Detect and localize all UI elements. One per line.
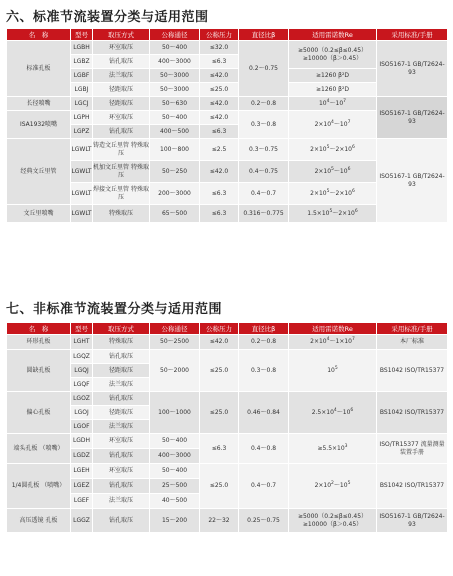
cell-beta: 0.25～0.75 <box>239 509 289 533</box>
cell-pn: 22～32 <box>200 509 239 533</box>
table-row <box>7 41 448 55</box>
cell-model: LGOF <box>71 420 93 434</box>
cell-model: LGWLT <box>71 139 93 161</box>
section7-title: 七、非标准节流装置分类与适用范围 <box>6 302 223 317</box>
cell-name: 偏心孔板 <box>7 392 71 434</box>
cell-re: $2\times 10^4\sim 10^7$ <box>289 111 377 139</box>
re-line: ≥10000（β＞0.45） <box>302 520 363 528</box>
cell-dn: 400～3000 <box>150 55 200 69</box>
table-header-row <box>7 29 448 41</box>
cell-beta: 0.2～0.8 <box>239 97 289 111</box>
cell-std: ISO5167-1 GB/T2624-93 <box>377 97 448 139</box>
cell-model: LGGZ <box>71 509 93 533</box>
cell-pn: ≤6.3 <box>200 434 239 464</box>
cell-beta: 0.46～0.84 <box>239 392 289 434</box>
table-row <box>7 97 448 111</box>
cell-dn: 100～800 <box>150 139 200 161</box>
cell-model: LGBJ <box>71 83 93 97</box>
cell-dn: 200～3000 <box>150 183 200 205</box>
cell-name: 环形孔板 <box>7 335 71 350</box>
cell-name: ISA1932喷嘴 <box>7 111 71 139</box>
cell-pn: ≤6.3 <box>200 205 239 223</box>
table-row <box>7 464 448 479</box>
cell-tap: 法兰取压 <box>93 420 150 434</box>
cell-dn: 50～400 <box>150 464 200 479</box>
col-beta: 直径比β <box>239 323 289 335</box>
col-model: 型号 <box>71 29 93 41</box>
cell-model: LGEH <box>71 464 93 479</box>
cell-dn: 50～400 <box>150 434 200 449</box>
col-pn: 公称压力 <box>200 323 239 335</box>
cell-std: ISO5167-1 GB/T2624-93 <box>377 139 448 223</box>
cell-beta: 0.4～0.8 <box>239 434 289 464</box>
cell-tap: 钻孔取压 <box>93 350 150 364</box>
cell-re: $10^5$ <box>289 350 377 392</box>
cell-tap: 钻孔取压 <box>93 449 150 464</box>
cell-tap: 径距取压 <box>93 97 150 111</box>
cell-tap: 钻孔取压 <box>93 392 150 406</box>
cell-re <box>289 41 377 69</box>
standard-throttle-table <box>6 28 448 223</box>
cell-dn: 50～400 <box>150 41 200 55</box>
cell-tap: 法兰取压 <box>93 494 150 509</box>
cell-re: $\ge 5.5\times 10^3$ <box>289 434 377 464</box>
cell-model: LGQF <box>71 378 93 392</box>
cell-beta: 0.316～0.775 <box>239 205 289 223</box>
re-line: ≥5000（0.2≤β≤0.45） <box>297 512 368 520</box>
cell-model: LGWLT <box>71 161 93 183</box>
cell-model: LGPH <box>71 111 93 125</box>
cell-model: LGBZ <box>71 55 93 69</box>
cell-tap: 焊接文丘里管 特殊取压 <box>93 183 150 205</box>
cell-tap: 径距取压 <box>93 406 150 420</box>
cell-beta: 0.2～0.8 <box>239 335 289 350</box>
cell-dn: 65～500 <box>150 205 200 223</box>
cell-beta: 0.3～0.8 <box>239 111 289 139</box>
cell-pn: ≤42.0 <box>200 111 239 125</box>
cell-dn: 40～500 <box>150 494 200 509</box>
table-header-row <box>7 323 448 335</box>
cell-pn: ≤6.3 <box>200 125 239 139</box>
cell-dn: 50～250 <box>150 161 200 183</box>
cell-re <box>289 509 377 533</box>
re-line: ≥10000（β＞0.45） <box>302 54 363 62</box>
cell-pn: ≤6.3 <box>200 55 239 69</box>
cell-std: ISO5167-1 GB/T2624-93 <box>377 41 448 97</box>
cell-re: $2.5\times 10^4\sim 10^6$ <box>289 392 377 434</box>
cell-model: LGEF <box>71 494 93 509</box>
cell-pn: ≤2.5 <box>200 139 239 161</box>
table-row <box>7 434 448 449</box>
cell-pn: ≤25.0 <box>200 464 239 509</box>
cell-model: LGBF <box>71 69 93 83</box>
cell-model: LGDH <box>71 434 93 449</box>
col-name: 名 称 <box>7 323 71 335</box>
cell-std: ISO/TR15377 流量测量装置手册 <box>377 434 448 464</box>
cell-tap: 铸造文丘里管 特殊取压 <box>93 139 150 161</box>
cell-std: 本厂标准 <box>377 335 448 350</box>
re-line: ≥5000（0.2≤β≤0.45） <box>297 46 368 54</box>
cell-name: 圆缺孔板 <box>7 350 71 392</box>
cell-dn: 50～2500 <box>150 335 200 350</box>
cell-re: $2\times 10^5\sim 10^6$ <box>289 161 377 183</box>
cell-model: LGQZ <box>71 350 93 364</box>
cell-model: LGQJ <box>71 364 93 378</box>
cell-dn: 25～500 <box>150 479 200 494</box>
cell-pn: ≤42.0 <box>200 97 239 111</box>
cell-model: LGOZ <box>71 392 93 406</box>
cell-tap: 法兰取压 <box>93 378 150 392</box>
cell-re: $2\times 10^5\sim 2\times 10^6$ <box>289 183 377 205</box>
cell-tap: 特殊取压 <box>93 205 150 223</box>
cell-dn: 50～3000 <box>150 69 200 83</box>
cell-model: LGBH <box>71 41 93 55</box>
cell-tap: 钻孔取压 <box>93 55 150 69</box>
cell-re: $2\times 10^4\sim 1\times 10^7$ <box>289 335 377 350</box>
cell-model: LGHT <box>71 335 93 350</box>
cell-beta: 0.4～0.7 <box>239 183 289 205</box>
cell-beta: 0.4～0.75 <box>239 161 289 183</box>
cell-std: BS1042 ISO/TR15377 <box>377 392 448 434</box>
cell-tap: 环室取压 <box>93 464 150 479</box>
cell-dn: 400～3000 <box>150 449 200 464</box>
col-re: 适用雷诺数Re <box>289 323 377 335</box>
cell-re: $2\times 10^5\sim 2\times 10^6$ <box>289 139 377 161</box>
cell-tap: 钻孔取压 <box>93 509 150 533</box>
cell-std: BS1042 ISO/TR15377 <box>377 464 448 509</box>
cell-model: LGOJ <box>71 406 93 420</box>
cell-model: LGDZ <box>71 449 93 464</box>
col-tap: 取压方式 <box>93 29 150 41</box>
col-pn: 公称压力 <box>200 29 239 41</box>
cell-model: LGEZ <box>71 479 93 494</box>
col-dn: 公称通径 <box>150 29 200 41</box>
table-row <box>7 139 448 161</box>
cell-pn: ≤6.3 <box>200 183 239 205</box>
cell-re: ≥1260 β²D <box>289 83 377 97</box>
cell-pn: ≤42.0 <box>200 69 239 83</box>
cell-pn: ≤42.0 <box>200 161 239 183</box>
cell-dn: 100～1000 <box>150 392 200 434</box>
cell-std: BS1042 ISO/TR15377 <box>377 350 448 392</box>
cell-dn: 50～630 <box>150 97 200 111</box>
table-row <box>7 509 448 533</box>
cell-std: ISO5167-1 GB/T2624-93 <box>377 509 448 533</box>
nonstandard-throttle-table <box>6 322 448 533</box>
cell-dn: 50～3000 <box>150 83 200 97</box>
cell-dn: 50～2000 <box>150 350 200 392</box>
table-row <box>7 392 448 406</box>
cell-tap: 特殊取压 <box>93 335 150 350</box>
cell-tap: 机加文丘里管 特殊取压 <box>93 161 150 183</box>
col-dn: 公称通径 <box>150 323 200 335</box>
cell-pn: ≤25.0 <box>200 392 239 434</box>
cell-tap: 径距取压 <box>93 83 150 97</box>
cell-name: 经典文丘里管 <box>7 139 71 205</box>
col-beta: 直径比β <box>239 29 289 41</box>
cell-re: ≥1260 β²D <box>289 69 377 83</box>
cell-name: 高压透镜 孔板 <box>7 509 71 533</box>
col-re: 适用雷诺数Re <box>289 29 377 41</box>
cell-tap: 环室取压 <box>93 434 150 449</box>
cell-dn: 15～200 <box>150 509 200 533</box>
cell-model: LGWLT <box>71 183 93 205</box>
cell-model: LGCJ <box>71 97 93 111</box>
cell-name: 标准孔板 <box>7 41 71 97</box>
cell-model: LGWLT <box>71 205 93 223</box>
cell-dn: 50～400 <box>150 111 200 125</box>
cell-tap: 法兰取压 <box>93 69 150 83</box>
cell-pn: ≤42.0 <box>200 335 239 350</box>
cell-name: 1/4圆孔板 （喷嘴） <box>7 464 71 509</box>
cell-re: $10^4\sim 10^7$ <box>289 97 377 111</box>
section6-title: 六、标准节流装置分类与适用范围 <box>6 10 209 25</box>
table-row <box>7 335 448 350</box>
table-row <box>7 350 448 364</box>
cell-model: LGPZ <box>71 125 93 139</box>
cell-beta: 0.4～0.7 <box>239 464 289 509</box>
cell-tap: 钻孔取压 <box>93 479 150 494</box>
cell-name: 文丘里喷嘴 <box>7 205 71 223</box>
cell-beta: 0.3～0.8 <box>239 350 289 392</box>
cell-tap: 环室取压 <box>93 111 150 125</box>
cell-pn: ≤25.0 <box>200 350 239 392</box>
cell-beta: 0.3～0.75 <box>239 139 289 161</box>
cell-tap: 环室取压 <box>93 41 150 55</box>
cell-tap: 钻孔取压 <box>93 125 150 139</box>
cell-name: 端头孔板 （喷嘴） <box>7 434 71 464</box>
col-model: 型号 <box>71 323 93 335</box>
cell-re: $1.5\times 10^5\sim 2\times 10^6$ <box>289 205 377 223</box>
col-std: 采用标准/手册 <box>377 29 448 41</box>
cell-pn: ≤32.0 <box>200 41 239 55</box>
col-name: 名 称 <box>7 29 71 41</box>
cell-re: $2\times 10^2\sim 10^5$ <box>289 464 377 509</box>
cell-dn: 400～500 <box>150 125 200 139</box>
cell-beta: 0.2～0.75 <box>239 41 289 97</box>
cell-pn: ≤25.0 <box>200 83 239 97</box>
col-std: 采用标准/手册 <box>377 323 448 335</box>
col-tap: 取压方式 <box>93 323 150 335</box>
cell-name: 长径喷嘴 <box>7 97 71 111</box>
cell-tap: 径距取压 <box>93 364 150 378</box>
